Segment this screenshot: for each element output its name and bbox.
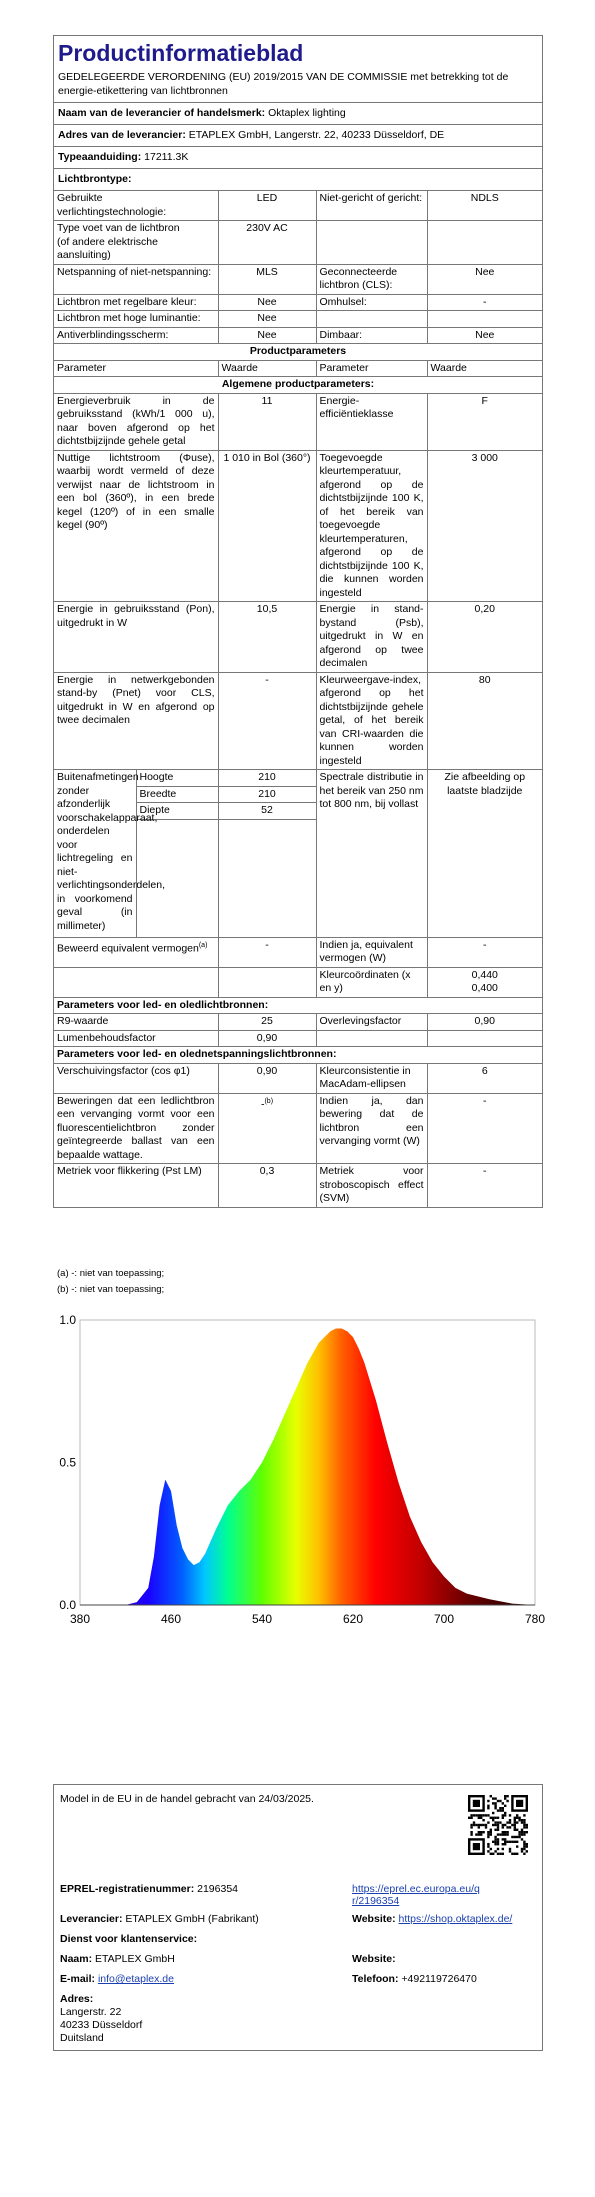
value-pnet: - [218, 672, 316, 770]
supplier-name-row [54, 103, 542, 125]
y-tick-label: 1.0 [59, 1315, 76, 1327]
dim-depth-value: 52 [218, 803, 316, 820]
empty-cell-4 [427, 1030, 542, 1047]
type-value-2 [427, 221, 542, 265]
value-energy-on: 11 [218, 393, 316, 450]
type-value: Nee [218, 294, 316, 311]
value-equiv-power: - [427, 937, 542, 967]
service-title: Dienst voor klantenservice: [60, 1933, 198, 1945]
value-psb: 0,20 [427, 602, 542, 673]
dim-depth-label: Diepte [136, 803, 218, 820]
param-svm: Metriek voor stroboscopisch effect (SVM) [316, 1164, 427, 1207]
x-tick-label: 540 [251, 1612, 273, 1626]
value-cosphi: 0,90 [218, 1063, 316, 1093]
supplier-value: ETAPLEX GmbH (Fabrikant) [125, 1913, 259, 1925]
type-param-2: Niet-gericht of gericht: [316, 191, 427, 221]
value-cri: 80 [427, 672, 542, 770]
value-macadam: 6 [427, 1063, 542, 1093]
type-param-2: Omhulsel: [316, 294, 427, 311]
eprel-label-box [53, 1784, 543, 2051]
param-psb: Energie in stand-bystand (Psb), uitgedrukt in W en afgerond op twee decimalen [316, 602, 427, 673]
type-param: Gebruikte verlichtingstechnologie: [54, 191, 218, 221]
footnote-b: (b) -: niet van toepassing; [57, 1284, 165, 1295]
type-value-2: Nee [427, 264, 542, 294]
value-claimed-power: - [218, 937, 316, 967]
type-value: 230V AC [218, 221, 316, 265]
lightsource-type-label: Lichtbrontype: [58, 173, 132, 185]
eprel-label: EPREL-registratienummer: [60, 1883, 195, 1895]
param-survival: Overlevingsfactor [316, 1014, 427, 1031]
dim-height-label: Hoogte [136, 770, 218, 787]
website-row [352, 1913, 512, 1925]
col-header-value-2: Waarde [427, 360, 542, 377]
supplier-address-value: ETAPLEX GmbH, Langerstr. 22, 40233 Düsseldorf, DE [188, 129, 445, 141]
param-cri: Kleurweergave-index, afgerond op het dichtstbijzijnde gehele getal, of het bereik van CRI-waarden die kunnen worden ingesteld [316, 672, 427, 770]
type-value: Nee [218, 311, 316, 328]
supplier-name-label: Naam van de leverancier of handelsmerk: [58, 107, 266, 119]
claimed-power-text: Beweerd equivalent vermogen [57, 942, 199, 954]
type-param-2: Dimbaar: [316, 327, 427, 343]
footnote-a: (a) -: niet van toepassing; [57, 1268, 165, 1279]
product-info-sheet [53, 35, 543, 1208]
type-row [54, 311, 542, 328]
dim-height-value: 210 [218, 770, 316, 787]
spectral-distribution-chart [50, 1315, 550, 1630]
type-value-2 [427, 311, 542, 328]
email-label: E-mail: [60, 1973, 96, 1985]
x-tick-label: 780 [524, 1612, 546, 1626]
value-lumen-maint: 0,90 [218, 1030, 316, 1047]
supplier-address-label: Adres van de leverancier: [58, 129, 186, 141]
model-row [54, 147, 542, 169]
section-title-productparameters: Productparameters [54, 344, 542, 361]
eprel-link[interactable]: https://eprel.ec.europa.eu/qr/2196354 [352, 1883, 480, 1907]
address-line-2: 40233 Düsseldorf [60, 2019, 143, 2031]
value-spectral: Zie afbeelding op laatste bladzijde [427, 770, 542, 938]
address-label: Adres: [60, 1993, 94, 2005]
param-lumen-maint: Lumenbehoudsfactor [54, 1030, 218, 1047]
value-replacement [218, 1093, 316, 1164]
eprel-row [60, 1883, 238, 1895]
value-replacement-text: - [260, 1098, 265, 1110]
claimed-power-sup: (a) [198, 941, 208, 949]
lightsource-type-table [54, 191, 542, 343]
x-tick-label: 380 [69, 1612, 91, 1626]
section-title-general: Algemene productparameters: [54, 377, 542, 394]
type-param-2: Geconnecteerde lichtbron (CLS): [316, 264, 427, 294]
market-intro: Model in de EU in de handel gebracht van 24/03/2025. [60, 1793, 314, 1805]
value-replacement-2: - [427, 1093, 542, 1164]
value-color-x: 0,440 [471, 968, 498, 981]
type-value-2: Nee [427, 327, 542, 343]
phone-row [352, 1973, 477, 1985]
service-name-value: ETAPLEX GmbH [95, 1953, 175, 1965]
value-eff-class: F [427, 393, 542, 450]
value-pon: 10,5 [218, 602, 316, 673]
address-line-3: Duitsland [60, 2032, 104, 2044]
value-survival: 0,90 [427, 1014, 542, 1031]
section-title-led: Parameters voor led- en oledlichtbronnen: [54, 997, 542, 1014]
type-row [54, 221, 542, 265]
page-title: Productinformatieblad [58, 40, 304, 66]
eprel-value: 2196354 [197, 1883, 239, 1895]
value-color-xy [427, 967, 542, 997]
empty-cell-2 [218, 967, 316, 997]
section-title-mains: Parameters voor led- en olednetspanningslichtbronnen: [54, 1047, 542, 1064]
type-row [54, 294, 542, 311]
param-dimensions: Buitenafmetingen zonder afzonderlijk voorschakelapparaat, onderdelen voor lichtregeling en niet-verlichtingsonderdelen, in voorkomend geval (in millimeter) [54, 770, 136, 938]
qr-code-icon[interactable] [468, 1795, 528, 1855]
type-row [54, 264, 542, 294]
value-flicker: 0,3 [218, 1164, 316, 1207]
supplier-name-value: Oktaplex lighting [268, 107, 346, 119]
value-replacement-sup: (b) [264, 1097, 274, 1105]
y-tick-label: 0.0 [59, 1598, 76, 1612]
param-equiv-power: Indien ja, equivalent vermogen (W) [316, 937, 427, 967]
dim-empty-value [218, 819, 316, 937]
address-line-1: Langerstr. 22 [60, 2006, 122, 2018]
x-tick-label: 700 [433, 1612, 455, 1626]
value-r9: 25 [218, 1014, 316, 1031]
param-replacement: Beweringen dat een ledlichtbron een vervanging vormt voor een fluorescentielichtbron zonder geïntegreerde ballast van een bepaalde wattage. [54, 1093, 218, 1164]
model-label: Typeaanduiding: [58, 151, 142, 163]
empty-cell [54, 967, 218, 997]
type-param-2 [316, 221, 427, 265]
service-name-row [60, 1953, 175, 1965]
param-spectral: Spectrale distributie in het bereik van 250 nm tot 800 nm, bij vollast [316, 770, 427, 938]
type-value-2: NDLS [427, 191, 542, 221]
x-tick-label: 620 [342, 1612, 364, 1626]
service-name-label: Naam: [60, 1953, 93, 1965]
dim-width-label: Breedte [136, 786, 218, 803]
col-header-parameter: Parameter [54, 360, 218, 377]
website-link[interactable]: https://shop.oktaplex.de/ [398, 1913, 513, 1925]
model-value: 17211.3K [144, 151, 189, 163]
value-svm: - [427, 1164, 542, 1207]
dim-empty [136, 819, 218, 937]
type-value: MLS [218, 264, 316, 294]
supplier-label: Leverancier: [60, 1913, 123, 1925]
phone-label: Telefoon: [352, 1973, 399, 1985]
empty-cell-3 [316, 1030, 427, 1047]
param-flicker: Metriek voor flikkering (Pst LM) [54, 1164, 218, 1207]
type-param: Antiverblindingsscherm: [54, 327, 218, 343]
type-value: LED [218, 191, 316, 221]
value-cct: 3 000 [427, 450, 542, 602]
value-color-y: 0,400 [471, 982, 498, 994]
email-row [60, 1973, 174, 1985]
param-claimed-power [54, 937, 218, 967]
param-pon: Energie in gebruiksstand (Pon), uitgedrukt in W [54, 602, 218, 673]
lightsource-type-row [54, 169, 542, 191]
phone-value: +492119726470 [401, 1973, 477, 1985]
type-param: Lichtbron met regelbare kleur: [54, 294, 218, 311]
supplier-row [60, 1913, 259, 1925]
email-link[interactable]: info@etaplex.de [97, 1973, 174, 1985]
website-label: Website: [352, 1913, 396, 1925]
dim-width-value: 210 [218, 786, 316, 803]
product-parameters-table [54, 343, 542, 1207]
param-eff-class: Energie-efficiëntieklasse [316, 393, 427, 450]
spectrum-area [80, 1329, 535, 1605]
param-cosphi: Verschuivingsfactor (cos φ1) [54, 1063, 218, 1093]
param-color-xy: Kleurcoördinaten (x en y) [316, 967, 427, 997]
col-header-parameter-2: Parameter [316, 360, 427, 377]
x-tick-label: 460 [160, 1612, 182, 1626]
type-param: Lichtbron met hoge luminantie: [54, 311, 218, 328]
type-row [54, 327, 542, 343]
type-row [54, 191, 542, 221]
type-param-2 [316, 311, 427, 328]
type-value-2: - [427, 294, 542, 311]
type-param: Netspanning of niet-netspanning: [54, 264, 218, 294]
value-flux: 1 010 in Bol (360°) [218, 450, 316, 602]
param-energy-on: Energieverbruik in de gebruiksstand (kWh/1 000 u), naar boven afgerond op het dichtstbijzijnde gehele getal [54, 393, 218, 450]
param-flux: Nuttige lichtstroom (Φuse), waarbij wordt vermeld of deze verwijst naar de lichtstroom in een bol (360º), in een brede kegel (120º) of in een smalle kegel (90º) [54, 450, 218, 602]
param-macadam: Kleurconsistentie in MacAdam-ellipsen [316, 1063, 427, 1093]
service-website-label: Website: [352, 1953, 396, 1965]
supplier-address-row [54, 125, 542, 147]
y-tick-label: 0.5 [59, 1455, 76, 1470]
param-cct: Toegevoegde kleurtemperatuur, afgerond op de dichtstbijzijnde 100 K, of het bereik van toegevoegde kleurtemperaturen, afgerond op de dichtstbijzijnde 100 K, die kunnen worden ingesteld [316, 450, 427, 602]
col-header-value: Waarde [218, 360, 316, 377]
type-param: Type voet van de lichtbron (of andere elektrische aansluiting) [54, 221, 218, 265]
param-r9: R9-waarde [54, 1014, 218, 1031]
regulation-subtitle: GEDELEGEERDE VERORDENING (EU) 2019/2015 VAN DE COMMISSIE met betrekking tot de energie-etikettering van lichtbronnen [54, 68, 542, 103]
param-pnet: Energie in netwerkgebonden stand-by (Pnet) voor CLS, uitgedrukt in W en afgerond op twee decimalen [54, 672, 218, 770]
param-replacement-2: Indien ja, dan bewering dat de lichtbron een vervanging vormt (W) [316, 1093, 427, 1164]
type-value: Nee [218, 327, 316, 343]
